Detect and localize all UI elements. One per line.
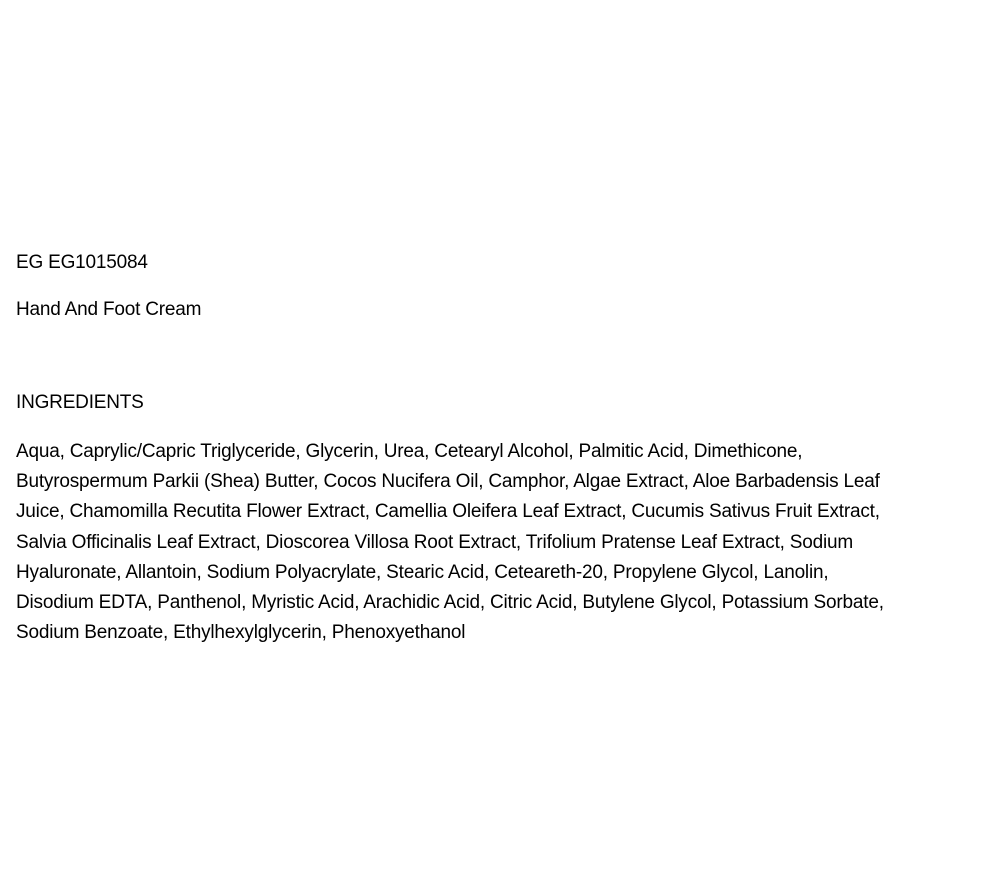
ingredients-line: Sodium Benzoate, Ethylhexylglycerin, Phenoxyethanol	[16, 622, 466, 644]
product-name: Hand And Foot Cream	[16, 299, 202, 320]
ingredients-list	[16, 437, 996, 648]
ingredients-line: Hyaluronate, Allantoin, Sodium Polyacrylate, Stearic Acid, Ceteareth-20, Propylene Glycol, Lanolin,	[16, 561, 829, 583]
ingredients-line: Aqua, Caprylic/Capric Triglyceride, Glycerin, Urea, Cetearyl Alcohol, Palmitic Acid, Dimethicone,	[16, 441, 803, 462]
product-code: EG EG1015084	[16, 252, 148, 273]
ingredients-line: Salvia Officinalis Leaf Extract, Dioscorea Villosa Root Extract, Trifolium Pratense Leaf Extract, Sodium	[16, 531, 854, 553]
ingredients-line: Butyrospermum Parkii (Shea) Butter, Cocos Nucifera Oil, Camphor, Algae Extract, Aloe Barbadensis Leaf	[16, 471, 880, 493]
ingredients-heading: INGREDIENTS	[16, 392, 144, 413]
document-body	[16, 250, 996, 648]
ingredients-line: Disodium EDTA, Panthenol, Myristic Acid, Arachidic Acid, Citric Acid, Butylene Glycol, Potassium Sorbate,	[16, 592, 884, 614]
ingredients-line: Juice, Chamomilla Recutita Flower Extract, Camellia Oleifera Leaf Extract, Cucumis Sativus Fruit Extract,	[16, 501, 880, 523]
